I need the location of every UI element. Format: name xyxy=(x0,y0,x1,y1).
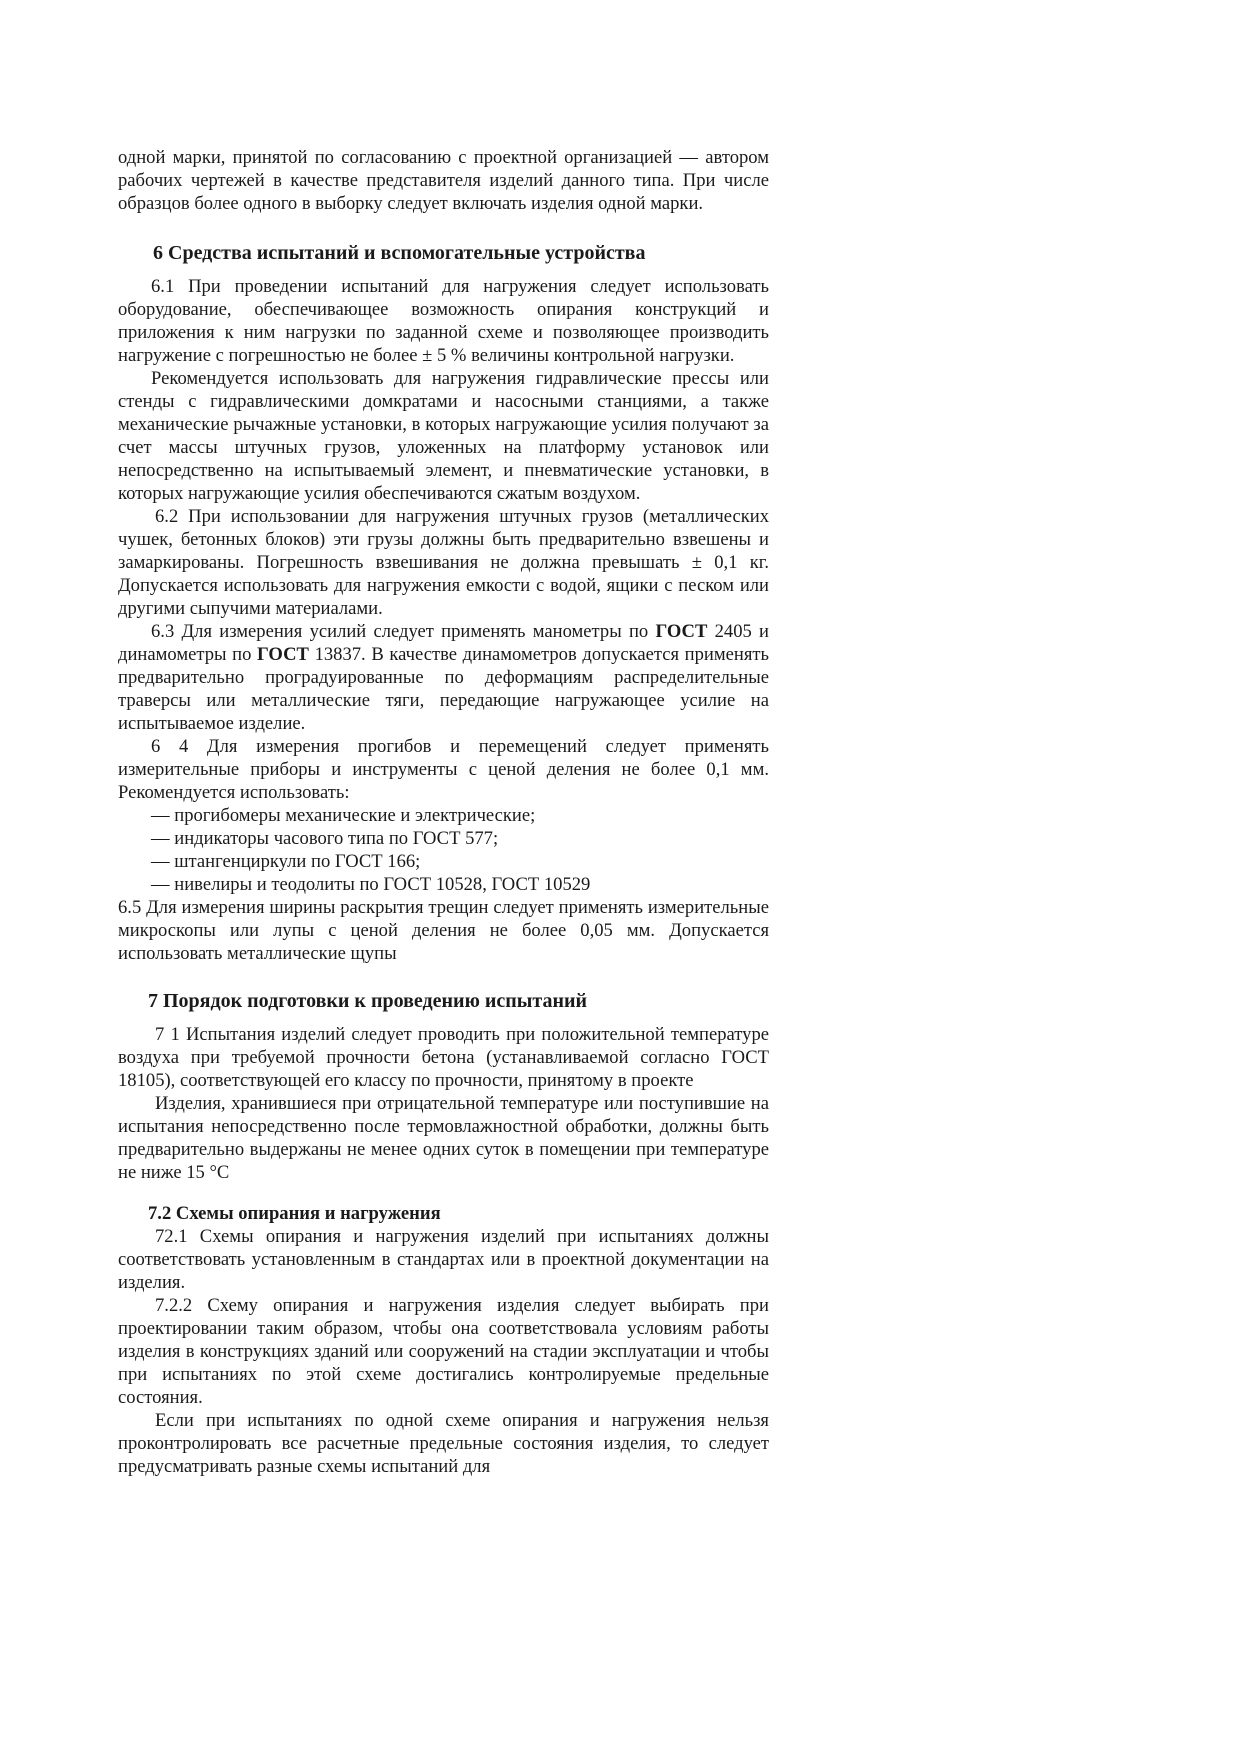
paragraph-7-1-storage: Изделия, хранившиеся при отрицательной температуре или поступившие на испытания непосредственно после термовлажностной обработки, должны быть предварительно выдержаны не менее одних суток в помещении при температуре не ниже 15 °С xyxy=(118,1093,769,1183)
section-6-heading: 6 Средства испытаний и вспомогательные устройства xyxy=(153,242,646,264)
paragraph-7-2-2: 7.2.2 Схему опирания и нагружения изделия следует выбирать при проектировании таким образом, чтобы она соответствовала условиям работы изделия в конструкциях зданий или сооружений на стадии эксплуатации и чтобы при испытаниях по этой схеме достигались контролируемые предельные состояния. xyxy=(118,1295,769,1408)
subsection-7-2-heading: 7.2 Схемы опирания и нагружения xyxy=(148,1203,441,1224)
text-span: 2405 и динамометры по xyxy=(118,621,769,665)
section-7-heading: 7 Порядок подготовки к проведению испытаний xyxy=(148,990,588,1012)
text-span: 6.3 Для измерения усилий следует применять манометры по xyxy=(151,621,656,642)
paragraph-6-1: 6.1 При проведении испытаний для нагружения следует использовать оборудование, обеспечивающее возможность опирания конструкций и приложения к ним нагрузки по заданной схеме и позволяющее производить нагружение с погрешностью не более ± 5 % величины контрольной нагрузки. xyxy=(118,276,769,366)
list-item: — штангенциркули по ГОСТ 166; xyxy=(151,851,421,872)
paragraph-6-4: 6 4 Для измерения прогибов и перемещений следует применять измерительные приборы и инструменты с ценой деления не более 0,1 мм. Рекомендуется использовать: xyxy=(118,736,769,803)
list-item: — индикаторы часового типа по ГОСТ 577; xyxy=(151,828,499,849)
gost-bold: ГОСТ xyxy=(655,621,708,642)
paragraph-7-2-1: 72.1 Схемы опирания и нагружения изделий при испытаниях должны соответствовать установленным в стандартах или в проектной документации на изделия. xyxy=(118,1226,769,1293)
list-item: — нивелиры и теодолиты по ГОСТ 10528, ГОСТ 10529 xyxy=(151,874,591,895)
paragraph-7-1: 7 1 Испытания изделий следует проводить при положительной температуре воздуха при требуемой прочности бетона (устанавливаемой согласно ГОСТ 18105), соответствующей его классу по прочности, принятому в проекте xyxy=(118,1024,769,1091)
paragraph-6-2: 6.2 При использовании для нагружения штучных грузов (металлических чушек, бетонных блоков) эти грузы должны быть предварительно взвешены и замаркированы. Погрешность взвешивания не должна превышать ± 0,1 кг. Допускается использовать для нагружения емкости с водой, ящики с песком или другими сыпучими материалами. xyxy=(118,506,769,619)
paragraph-6-1-recommendation: Рекомендуется использовать для нагружения гидравлические прессы или стенды с гидравлическими домкратами и насосными станциями, а также механические рычажные установки, в которых нагружающие усилия получают за счет массы штучных грузов, уложенных на платформу установок или непосредственно на испытываемый элемент, и пневматические установки, в которых нагружающие усилия обеспечиваются сжатым воздухом. xyxy=(118,368,769,504)
paragraph-7-2-2-continuation: Если при испытаниях по одной схеме опирания и нагружения нельзя проконтролировать все расчетные предельные состояния изделия, то следует предусматривать разные схемы испытаний для xyxy=(118,1410,769,1477)
paragraph-6-5: 6.5 Для измерения ширины раскрытия трещин следует применять измерительные микроскопы или лупы с ценой деления не более 0,05 мм. Допускается использовать металлические щупы xyxy=(118,897,769,964)
text-span: 13837. В качестве динамометров допускается применять предварительно проградуированные по деформациям распределительные траверсы или металлические тяги, передающие нагружающее усилие на испытываемое изделие. xyxy=(118,644,770,734)
gost-bold: ГОСТ xyxy=(257,644,309,665)
intro-paragraph: одной марки, принятой по согласованию с проектной организацией — автором рабочих чертежей в качестве представителя изделий данного типа. При числе образцов более одного в выборку следует включать изделия одной марки. xyxy=(118,147,769,214)
document-page xyxy=(118,146,769,1478)
paragraph-6-3 xyxy=(118,620,769,735)
list-item: — прогибомеры механические и электрические; xyxy=(151,805,536,826)
